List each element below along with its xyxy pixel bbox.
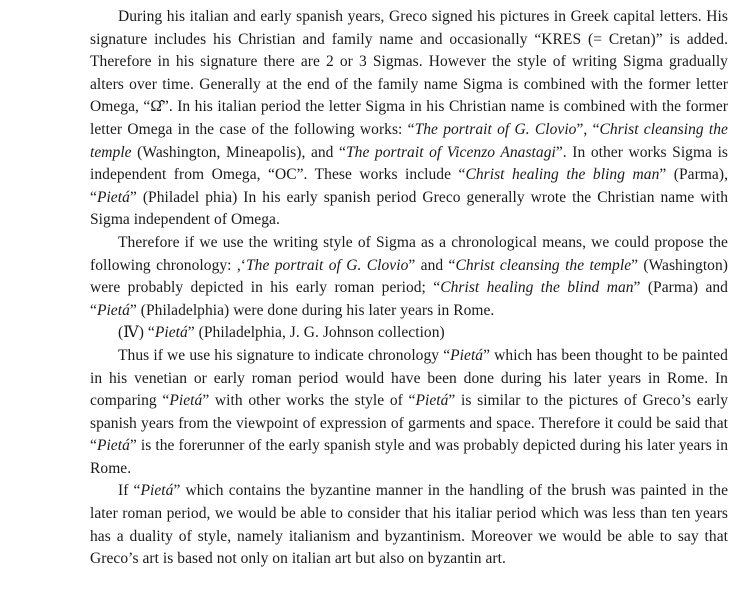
italic-title-segment: Christ healing the bling man (465, 166, 660, 184)
italic-title-segment: The portrait of G. Clovio (414, 120, 577, 138)
italic-title-segment: Pietá (450, 346, 484, 364)
text-segment: ”, “ (576, 120, 600, 138)
italic-title-segment: Christ healing the blind man (440, 279, 634, 297)
italic-title-segment: Pietá (96, 188, 130, 206)
text-segment: ” is the forerunner of the early spanish style and was probably depicted during his later years in Rome. (90, 437, 728, 477)
text-segment: ” and “ (408, 256, 456, 274)
text-segment: ” which has been thought to be painted in his venetian or early roman period would have been done during his later years in Rome. In comparing “ (90, 346, 728, 410)
paragraph-pieta-dating (90, 345, 728, 481)
text-segment: ” with other works the style of “ (202, 392, 416, 410)
text-segment: (Ⅳ) “ (118, 324, 155, 342)
italic-title-segment: The portrait of Vicenzo Anastagi (345, 143, 556, 161)
italic-title-segment: Pietá (169, 392, 203, 410)
section-heading-pieta (90, 322, 728, 345)
italic-title-segment: Pietá (154, 324, 188, 342)
text-segment: ” (Washington) were probably depicted in his early roman period; “ (90, 256, 728, 297)
italic-title-segment: Christ cleansing the temple (90, 120, 728, 161)
italic-title-segment: Christ cleansing the temple (455, 256, 632, 274)
text-segment: (Washington, Mineapolis), and “ (131, 143, 346, 161)
paragraph-byzantine-manner (90, 480, 728, 570)
paragraph-chronology (90, 232, 728, 322)
text-segment: ” (Parma) and “ (90, 279, 728, 319)
text-segment: ” (Philadelphia, J. G. Johnson collection) (187, 324, 445, 342)
text-segment: ” which contains the byzantine manner in the handling of the brush was painted in the later roman period, we would be able to consider that his italiar period which was less than ten years has a duality of style, namely italianism and byzantinism. Moreover we would be able to say that Greco’s art is based not only on italian art but also on byzantin art. (90, 482, 728, 568)
italic-title-segment: Pietá (140, 482, 174, 500)
text-segment: ” (Parma), “ (90, 166, 728, 206)
italic-title-segment: Pietá (96, 437, 130, 455)
text-segment: ” (Philadel phia) In his early spanish period Greco generally wrote the Christian name with Sigma independent of Omega. (90, 188, 728, 229)
italic-title-segment: The portrait of G. Clovio (246, 256, 409, 274)
text-segment: ”. In other works Sigma is independent from Omega, “OC”. These works include “ (90, 143, 729, 184)
italic-title-segment: Pietá (415, 392, 449, 410)
italic-title-segment: Pietá (96, 301, 130, 319)
text-segment: Thus if we use his signature to indicate chronology “ (118, 346, 451, 364)
text-segment: ” (Philadelphia) were done during his later years in Rome. (129, 301, 495, 319)
text-segment: Therefore if we use the writing style of Sigma as a chronological means, we could propose the following chronology: ,‘ (90, 233, 728, 274)
paragraph-signature-sigma (90, 6, 728, 232)
text-segment: ” is similar to the pictures of Greco’s early spanish years from the viewpoint of expression of garments and space. Therefore it could be said that “ (90, 392, 729, 455)
text-segment: During his italian and early spanish years, Greco signed his pictures in Greek capital letters. His signature includes his Christian and family name and occasionally “KRES (= Cretan)” is added. Therefore in his signature there are 2 or 3 Sigmas. However the style of writing Sigma gradually alters over time. Generally at the end of the family name Sigma is combined with the former letter Omega, “Ω̂”. In his italian period the letter Sigma in his Christian name is combined with the former letter Omega in the case of the following works: “ (90, 8, 728, 138)
text-segment: If “ (118, 482, 141, 500)
